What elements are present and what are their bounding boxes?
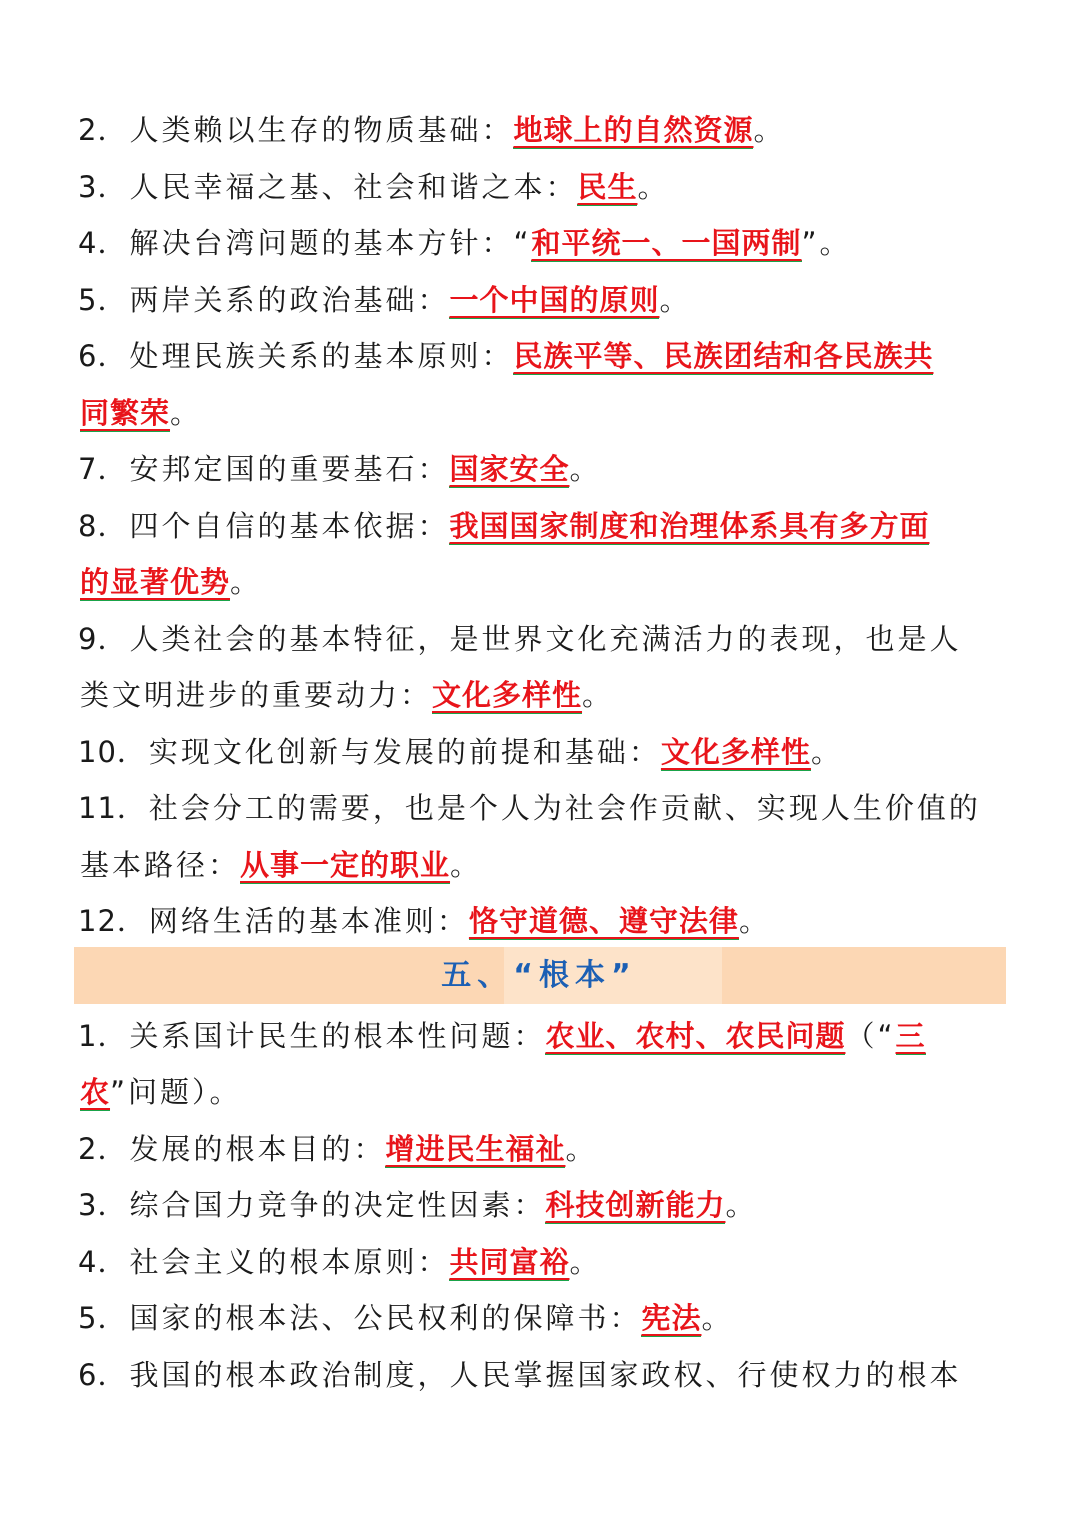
- answer-highlight: 和平统一、一国两制: [531, 226, 802, 260]
- item-number: 4．: [78, 226, 128, 260]
- item-number: 4．: [78, 1245, 128, 1279]
- answer-highlight: 共同富裕: [449, 1245, 570, 1279]
- item-text: 类文明进步的重要动力：: [80, 678, 433, 712]
- answer-highlight: 农: [80, 1075, 111, 1109]
- item-text: 关系国计民生的根本性问题：: [129, 1019, 546, 1053]
- item-tail: ”。: [801, 226, 852, 260]
- item-tail: 。: [738, 904, 771, 938]
- item-number: 6．: [78, 1358, 128, 1392]
- item-number: 6．: [78, 339, 128, 373]
- item-number: 2．: [78, 113, 128, 147]
- section-title: 五、“根本”: [441, 958, 637, 993]
- answer-highlight: 从事一定的职业: [240, 848, 451, 882]
- list-item-continuation: [78, 1064, 1018, 1120]
- item-number: 2．: [78, 1132, 128, 1166]
- list-item: [78, 724, 1018, 780]
- list-item: [78, 1234, 1018, 1290]
- item-text: 实现文化创新与发展的前提和基础：: [148, 735, 661, 769]
- answer-highlight: 一个中国的原则: [449, 283, 660, 317]
- answer-highlight: 地球上的自然资源: [513, 113, 754, 147]
- item-number: 3．: [78, 170, 128, 204]
- item-number: 10．: [78, 735, 147, 769]
- item-text: 综合国力竞争的决定性因素：: [129, 1188, 546, 1222]
- item-text: 人类赖以生存的物质基础：: [129, 113, 514, 147]
- item-tail: 。: [582, 678, 615, 712]
- item-tail: 。: [170, 396, 203, 430]
- item-number: 9．: [78, 622, 128, 656]
- item-text: 四个自信的基本依据：: [129, 509, 450, 543]
- list-item: [78, 1121, 1018, 1177]
- item-number: 3．: [78, 1188, 128, 1222]
- list-item: [78, 1347, 1018, 1403]
- answer-highlight: 农业、农村、农民问题: [545, 1019, 846, 1053]
- answer-highlight: 民族平等、民族团结和各民族共: [513, 339, 934, 373]
- item-number: 11．: [78, 791, 147, 825]
- answer-highlight: 我国国家制度和治理体系具有多方面: [449, 509, 930, 543]
- item-tail: 。: [637, 170, 670, 204]
- list-item: [78, 272, 1018, 328]
- item-text: 基本路径：: [80, 848, 241, 882]
- answer-highlight: 增进民生福祉: [385, 1132, 566, 1166]
- list-item-continuation: [78, 837, 1018, 893]
- item-number: 5．: [78, 1301, 128, 1335]
- item-tail: 。: [569, 452, 602, 486]
- answer-highlight: 科技创新能力: [545, 1188, 726, 1222]
- item-number: 1．: [78, 1019, 128, 1053]
- item-tail: （“: [845, 1019, 896, 1053]
- list-item: [78, 893, 1018, 949]
- item-number: 12．: [78, 904, 147, 938]
- item-tail: 。: [725, 1188, 758, 1222]
- list-item-continuation: [78, 667, 1018, 723]
- item-text: 人类社会的基本特征，是世界文化充满活力的表现，也是人: [129, 622, 962, 656]
- answer-highlight: 恪守道德、遵守法律: [468, 904, 739, 938]
- list-item: [78, 780, 1018, 836]
- item-text: 人民幸福之基、社会和谐之本：: [129, 170, 578, 204]
- answer-highlight: 民生: [577, 170, 638, 204]
- answer-highlight: 国家安全: [449, 452, 570, 486]
- item-tail: 。: [753, 113, 786, 147]
- answer-highlight-2: 三: [895, 1019, 926, 1053]
- item-tail: 。: [659, 283, 692, 317]
- item-tail: 。: [701, 1301, 734, 1335]
- answer-highlight: 同繁荣: [80, 396, 171, 430]
- list-item: [78, 1008, 1018, 1064]
- item-text: 网络生活的基本准则：: [148, 904, 469, 938]
- item-tail: 。: [569, 1245, 602, 1279]
- list-item: [78, 159, 1018, 215]
- answer-highlight: 的显著优势: [80, 565, 231, 599]
- list-item: [78, 498, 1018, 554]
- item-number: 5．: [78, 283, 128, 317]
- list-item: [78, 441, 1018, 497]
- item-text: 社会分工的需要，也是个人为社会作贡献、实现人生价值的: [148, 791, 981, 825]
- list-item: [78, 328, 1018, 384]
- item-tail: ”问题）。: [110, 1075, 242, 1109]
- item-number: 7．: [78, 452, 128, 486]
- answer-highlight: 文化多样性: [660, 735, 811, 769]
- item-text: 社会主义的根本原则：: [129, 1245, 450, 1279]
- item-tail: 。: [565, 1132, 598, 1166]
- list-item: [78, 1290, 1018, 1346]
- item-tail: 。: [810, 735, 843, 769]
- item-text: 国家的根本法、公民权利的保障书：: [129, 1301, 642, 1335]
- item-tail: 。: [450, 848, 483, 882]
- list-item: [78, 102, 1018, 158]
- list-item-continuation: [78, 554, 1018, 610]
- list-item: [78, 1177, 1018, 1233]
- item-text: 发展的根本目的：: [129, 1132, 386, 1166]
- item-text: 我国的根本政治制度，人民掌握国家政权、行使权力的根本: [129, 1358, 962, 1392]
- item-number: 8．: [78, 509, 128, 543]
- list-item-continuation: [78, 385, 1018, 441]
- item-tail: 。: [230, 565, 263, 599]
- answer-highlight: 宪法: [641, 1301, 702, 1335]
- item-text: 两岸关系的政治基础：: [129, 283, 450, 317]
- list-item: [78, 611, 1018, 667]
- item-text: 处理民族关系的基本原则：: [129, 339, 514, 373]
- answer-highlight: 文化多样性: [432, 678, 583, 712]
- item-text: 解决台湾问题的基本方针：“: [129, 226, 532, 260]
- list-item: [78, 215, 1018, 271]
- item-text: 安邦定国的重要基石：: [129, 452, 450, 486]
